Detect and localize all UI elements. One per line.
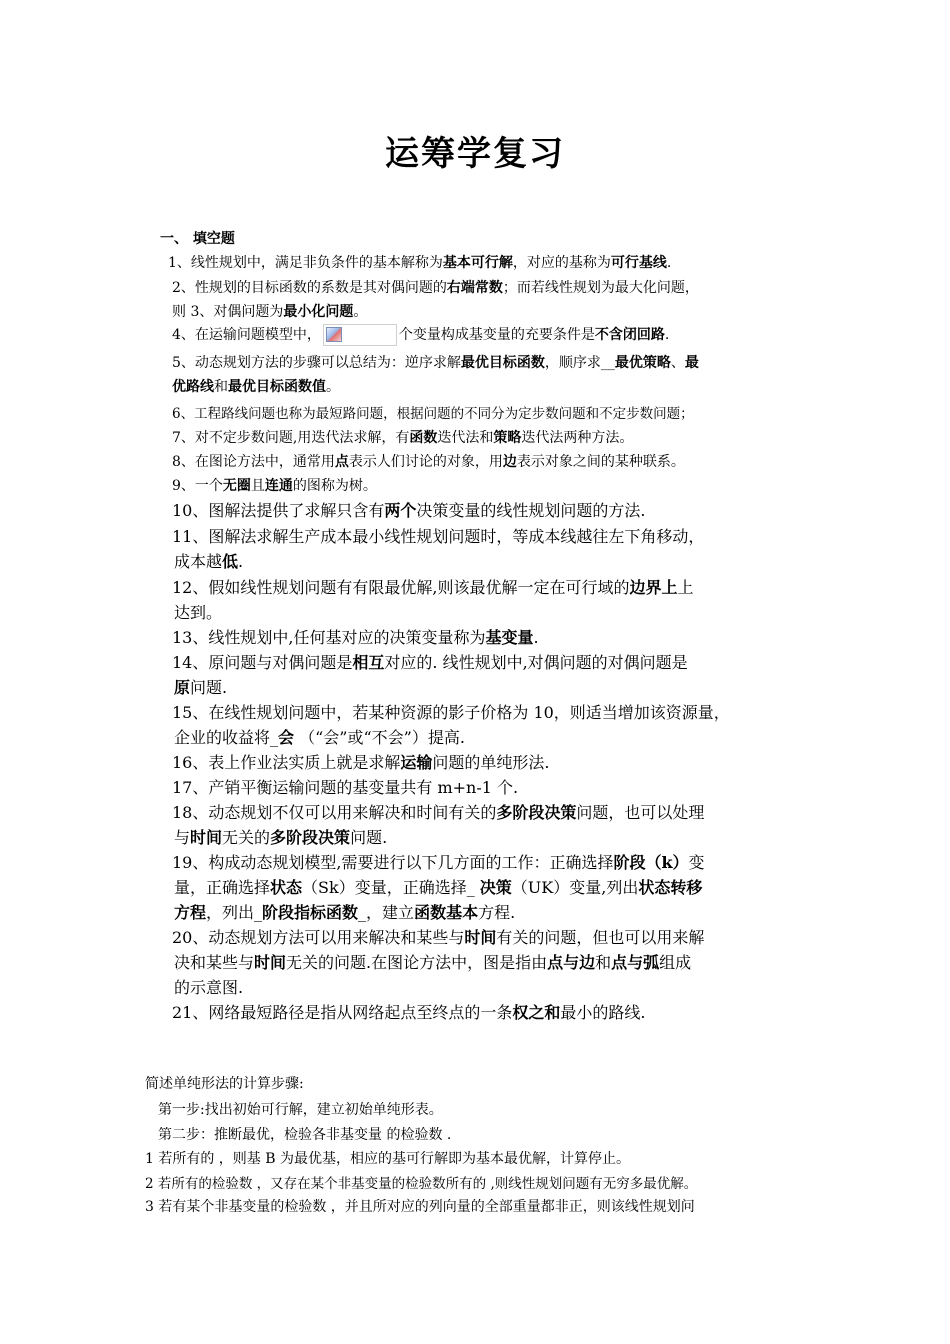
answer: 方程 bbox=[174, 903, 207, 922]
question-11-cont: 成本越低. bbox=[174, 552, 244, 571]
broken-image-icon bbox=[326, 327, 342, 342]
answer: 优路线 bbox=[172, 379, 214, 395]
answer: 最优目标函数值 bbox=[228, 379, 326, 395]
answer: 时间 bbox=[464, 928, 497, 947]
question-12: 12、假如线性规划问题有有限最优解,则该最优解一定在可行域的边界上上 bbox=[172, 578, 694, 597]
answer: 无圈 bbox=[222, 478, 251, 494]
question-1: 1、线性规划中，满足非负条件的基本解称为基本可行解，对应的基称为可行基线. bbox=[168, 255, 672, 271]
answer: 点与边 bbox=[547, 953, 596, 972]
answer: 基本可行解 bbox=[442, 255, 513, 271]
question-16: 16、表上作业法实质上就是求解运输问题的单纯形法. bbox=[172, 753, 550, 772]
answer: 函数基本 bbox=[414, 903, 479, 922]
question-9: 9、一个无圈且连通的图称为树。 bbox=[172, 478, 377, 494]
answer: 连通 bbox=[264, 478, 293, 494]
question-7: 7、对不定步数问题,用迭代法求解，有函数迭代法和策略迭代法两种方法。 bbox=[172, 430, 634, 446]
question-4: 4、在运输问题模型中， 个变量构成基变量的充要条件是不含闭回路. bbox=[172, 324, 669, 346]
question-20-cont2: 的示意图. bbox=[174, 978, 244, 997]
question-19-cont: 量，正确选择状态（Sk）变量，正确选择_ 决策（UK）变量,列出状态转移 bbox=[174, 878, 703, 897]
question-2: 2、性规划的目标函数的系数是其对偶问题的右端常数；而若线性规划为最大化问题， bbox=[172, 280, 699, 296]
question-18: 18、动态规划不仅可以用来解决和时间有关的多阶段决策问题，也可以处理 bbox=[172, 803, 705, 822]
question-19-cont2: 方程，列出_阶段指标函数_，建立函数基本方程. bbox=[174, 903, 516, 922]
question-5: 5、动态规划方法的步骤可以总结为：逆序求解最优目标函数，顺序求__最优策略、最 bbox=[172, 355, 699, 371]
question-15-cont: 企业的收益将_会 （“会”或“不会”）提高. bbox=[174, 728, 465, 747]
question-12-cont: 达到。 bbox=[174, 603, 223, 622]
answer: 权之和 bbox=[512, 1003, 561, 1022]
simplex-step-1: 第一步:找出初始可行解，建立初始单纯形表。 bbox=[158, 1102, 443, 1118]
question-6: 6、工程路线问题也称为最短路问题，根据问题的不同分为定步数问题和不定步数问题； bbox=[172, 406, 694, 422]
section-heading-simplex: 简述单纯形法的计算步骤: bbox=[145, 1076, 304, 1092]
simplex-case-2: 2 若所有的检验数 ，又存在某个非基变量的检验数所有的 ,则线性规划问题有无穷多最优解。 bbox=[145, 1176, 698, 1192]
answer: 时间 bbox=[254, 953, 287, 972]
question-5-cont: 优路线和最优目标函数值。 bbox=[172, 379, 340, 395]
answer: 两个 bbox=[384, 501, 417, 520]
embedded-image-icon bbox=[323, 324, 397, 346]
answer: 最优目标函数 bbox=[460, 355, 545, 371]
question-10: 10、图解法提供了求解只含有两个决策变量的线性规划问题的方法. bbox=[172, 501, 646, 520]
answer: 决策 bbox=[479, 878, 512, 897]
answer: 最 bbox=[684, 355, 699, 371]
answer: 低 bbox=[222, 552, 239, 571]
question-8: 8、在图论方法中，通常用点表示人们讨论的对象，用边表示对象之间的某种联系。 bbox=[172, 454, 685, 470]
page-title: 运筹学复习 bbox=[385, 134, 565, 174]
answer: 多阶段决策 bbox=[270, 828, 351, 847]
answer: 会 bbox=[278, 728, 295, 747]
answer: 相互 bbox=[352, 653, 385, 672]
answer: 原 bbox=[174, 678, 191, 697]
question-17: 17、产销平衡运输问题的基变量共有 m+n-1 个. bbox=[172, 778, 519, 797]
answer: 点与弧 bbox=[611, 953, 660, 972]
answer: 函数 bbox=[409, 430, 438, 446]
answer: 边 bbox=[502, 454, 517, 470]
answer: 状态转移 bbox=[638, 878, 703, 897]
question-18-cont: 与时间无关的多阶段决策问题. bbox=[174, 828, 388, 847]
simplex-case-3: 3 若有某个非基变量的检验数 ，并且所对应的列向量的全部重量都非正，则该线性规划问 bbox=[145, 1199, 695, 1215]
answer: 最优策略 bbox=[614, 355, 671, 371]
section-heading-fill-in: 一、 填空题 bbox=[160, 231, 235, 247]
answer: 基变量 bbox=[485, 628, 534, 647]
answer: 阶段指标函数 bbox=[262, 903, 359, 922]
answer: 最小化问题 bbox=[283, 304, 354, 320]
question-15: 15、在线性规划问题中，若某种资源的影子价格为 10，则适当增加该资源量， bbox=[172, 703, 730, 722]
answer: 策略 bbox=[493, 430, 522, 446]
answer: 状态 bbox=[270, 878, 303, 897]
question-11: 11、图解法求解生产成本最小线性规划问题时，等成本线越往左下角移动， bbox=[172, 527, 705, 546]
answer: 可行基线 bbox=[610, 255, 667, 271]
question-3: 则 3、对偶问题为最小化问题。 bbox=[172, 304, 368, 320]
answer: 点 bbox=[334, 454, 349, 470]
question-14: 14、原问题与对偶问题是相互对应的. 线性规划中,对偶问题的对偶问题是 bbox=[172, 653, 688, 672]
answer: 时间 bbox=[190, 828, 223, 847]
answer: 多阶段决策 bbox=[496, 803, 577, 822]
question-19: 19、构成动态规划模型,需要进行以下几方面的工作：正确选择阶段（k）变 bbox=[172, 853, 705, 872]
question-13: 13、线性规划中,任何基对应的决策变量称为基变量. bbox=[172, 628, 539, 647]
answer: 右端常数 bbox=[446, 280, 503, 296]
simplex-case-1: 1 若所有的 ，则基 B 为最优基，相应的基可行解即为基本最优解，计算停止。 bbox=[145, 1151, 630, 1167]
question-14-cont: 原问题. bbox=[174, 678, 228, 697]
answer: 不含闭回路 bbox=[594, 327, 665, 343]
simplex-step-2: 第二步：推断最优，检验各非基变量 的检验数 . bbox=[158, 1127, 452, 1143]
question-20: 20、动态规划方法可以用来解决和某些与时间有关的问题，但也可以用来解 bbox=[172, 928, 705, 947]
answer: 阶段（k） bbox=[613, 853, 689, 872]
question-21: 21、网络最短路径是指从网络起点至终点的一条权之和最小的路线. bbox=[172, 1003, 646, 1022]
answer: 运输 bbox=[400, 753, 433, 772]
question-20-cont: 决和某些与时间无关的问题.在图论方法中，图是指由点与边和点与弧组成 bbox=[174, 953, 692, 972]
answer: 边界上 bbox=[629, 578, 678, 597]
